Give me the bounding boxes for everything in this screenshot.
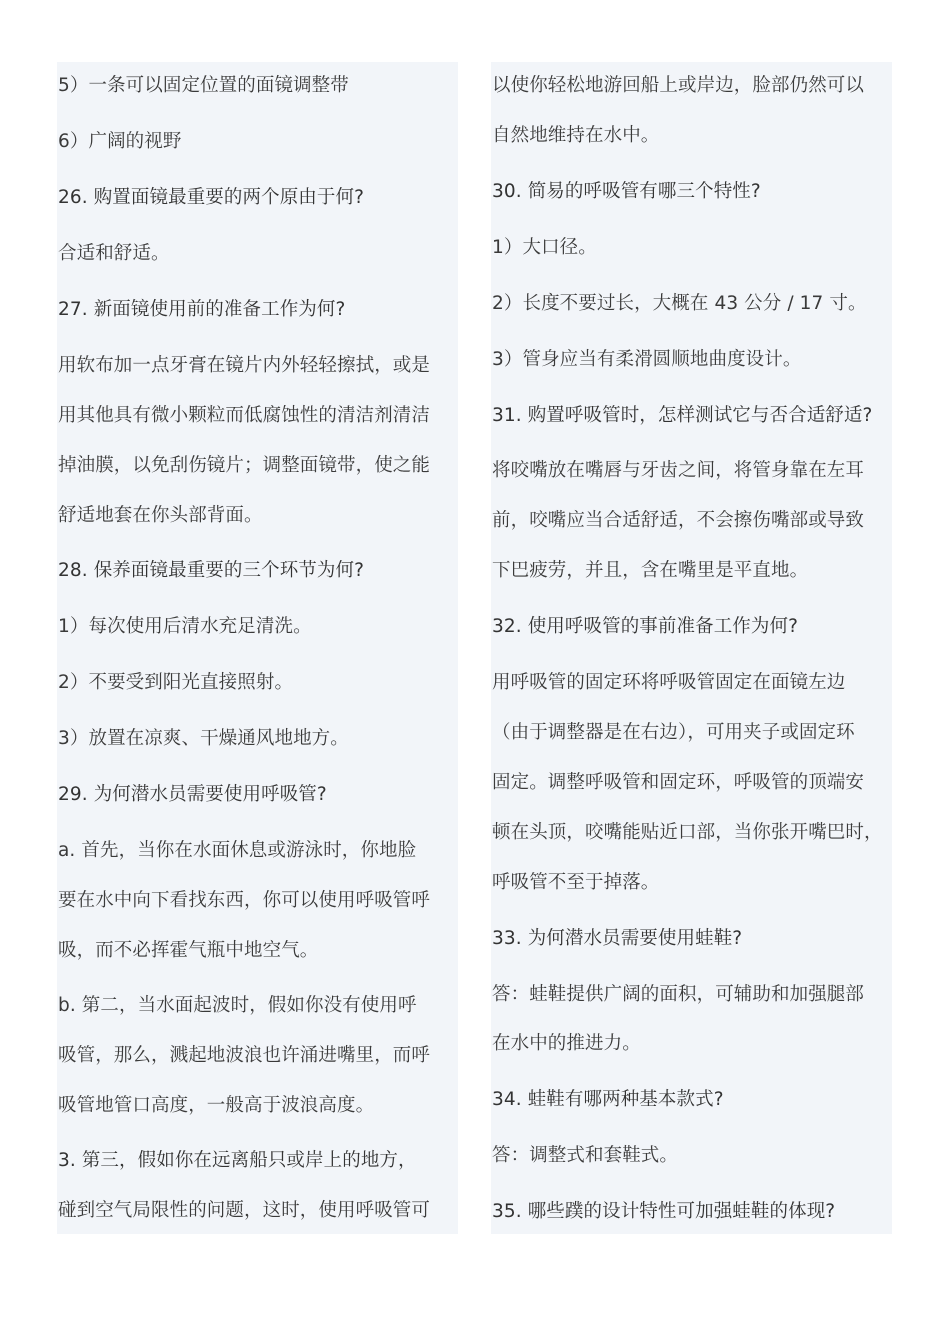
right-column-line: 答：蛙鞋提供广阔的面积，可辅助和加强腿部	[492, 984, 865, 1005]
left-column-line: 吸管地管口高度，一般高于波浪高度。	[58, 1095, 375, 1116]
right-column-line: 顿在头顶，咬嘴能贴近口部，当你张开嘴巴时，	[492, 822, 883, 843]
right-column-line: 下巴疲劳，并且，含在嘴里是平直地。	[492, 560, 809, 581]
right-column-line: 32. 使用呼吸管的事前准备工作为何?	[492, 616, 799, 637]
left-column-line: b. 第二，当水面起波时，假如你没有使用呼	[58, 995, 417, 1016]
left-column-line: 29. 为何潜水员需要使用呼吸管?	[58, 784, 327, 805]
left-column-line: 5）一条可以固定位置的面镜调整带	[58, 75, 349, 96]
right-column-line: 固定。调整呼吸管和固定环，呼吸管的顶端安	[492, 772, 865, 793]
left-column-line: 27. 新面镜使用前的准备工作为何?	[58, 299, 346, 320]
left-column-line: 碰到空气局限性的问题，这时，使用呼吸管可	[58, 1200, 431, 1221]
right-column-line: 将咬嘴放在嘴唇与牙齿之间，将管身靠在左耳	[492, 460, 865, 481]
left-column-line: 掉油膜，以免刮伤镜片；调整面镜带，使之能	[58, 455, 431, 476]
right-column-line: （由于调整器是在右边），可用夹子或固定环	[492, 722, 855, 743]
left-column-line: a. 首先，当你在水面休息或游泳时，你地脸	[58, 840, 417, 861]
left-column-line: 舒适地套在你头部背面。	[58, 505, 263, 526]
right-column-line: 用呼吸管的固定环将呼吸管固定在面镜左边	[492, 672, 846, 693]
left-column-line: 3）放置在凉爽、干燥通风地地方。	[58, 728, 349, 749]
left-column-line: 6）广阔的视野	[58, 131, 182, 152]
right-text-column	[491, 62, 892, 1234]
left-column-line: 28. 保养面镜最重要的三个环节为何?	[58, 560, 365, 581]
right-column-line: 1）大口径。	[492, 237, 597, 258]
left-column-line: 1）每次使用后清水充足清洗。	[58, 616, 312, 637]
right-column-line: 自然地维持在水中。	[492, 125, 660, 146]
right-column-line: 在水中的推进力。	[492, 1033, 641, 1054]
right-column-line: 3）管身应当有柔滑圆顺地曲度设计。	[492, 349, 802, 370]
left-column-line: 合适和舒适。	[58, 243, 170, 264]
left-column-line: 吸，而不必挥霍气瓶中地空气。	[58, 940, 319, 961]
left-column-line: 3. 第三，假如你在远离船只或岸上的地方，	[58, 1150, 417, 1171]
right-column-line: 2）长度不要过长，大概在 43 公分 / 17 寸。	[492, 293, 867, 314]
left-column-line: 吸管，那么，溅起地波浪也许涌进嘴里，而呼	[58, 1045, 431, 1066]
left-column-line: 2）不要受到阳光直接照射。	[58, 672, 294, 693]
right-column-line: 34. 蛙鞋有哪两种基本款式?	[492, 1089, 724, 1110]
right-column-line: 35. 哪些蹼的设计特性可加强蛙鞋的体现?	[492, 1201, 836, 1222]
right-column-line: 31. 购置呼吸管时，怎样测试它与否合适舒适?	[492, 405, 873, 426]
right-column-line: 以使你轻松地游回船上或岸边，脸部仍然可以	[492, 75, 865, 96]
left-text-column	[57, 62, 458, 1234]
left-column-line: 用其他具有微小颗粒而低腐蚀性的清洁剂清洁	[58, 405, 431, 426]
left-column-line: 用软布加一点牙膏在镜片内外轻轻擦拭，或是	[58, 355, 431, 376]
left-column-line: 26. 购置面镜最重要的两个原由于何?	[58, 187, 365, 208]
right-column-line: 前，咬嘴应当合适舒适，不会擦伤嘴部或导致	[492, 510, 865, 531]
right-column-line: 30. 简易的呼吸管有哪三个特性?	[492, 181, 761, 202]
right-column-line: 呼吸管不至于掉落。	[492, 872, 660, 893]
right-column-line: 答：调整式和套鞋式。	[492, 1145, 679, 1166]
right-column-line: 33. 为何潜水员需要使用蛙鞋?	[492, 928, 743, 949]
left-column-line: 要在水中向下看找东西，你可以使用呼吸管呼	[58, 890, 431, 911]
